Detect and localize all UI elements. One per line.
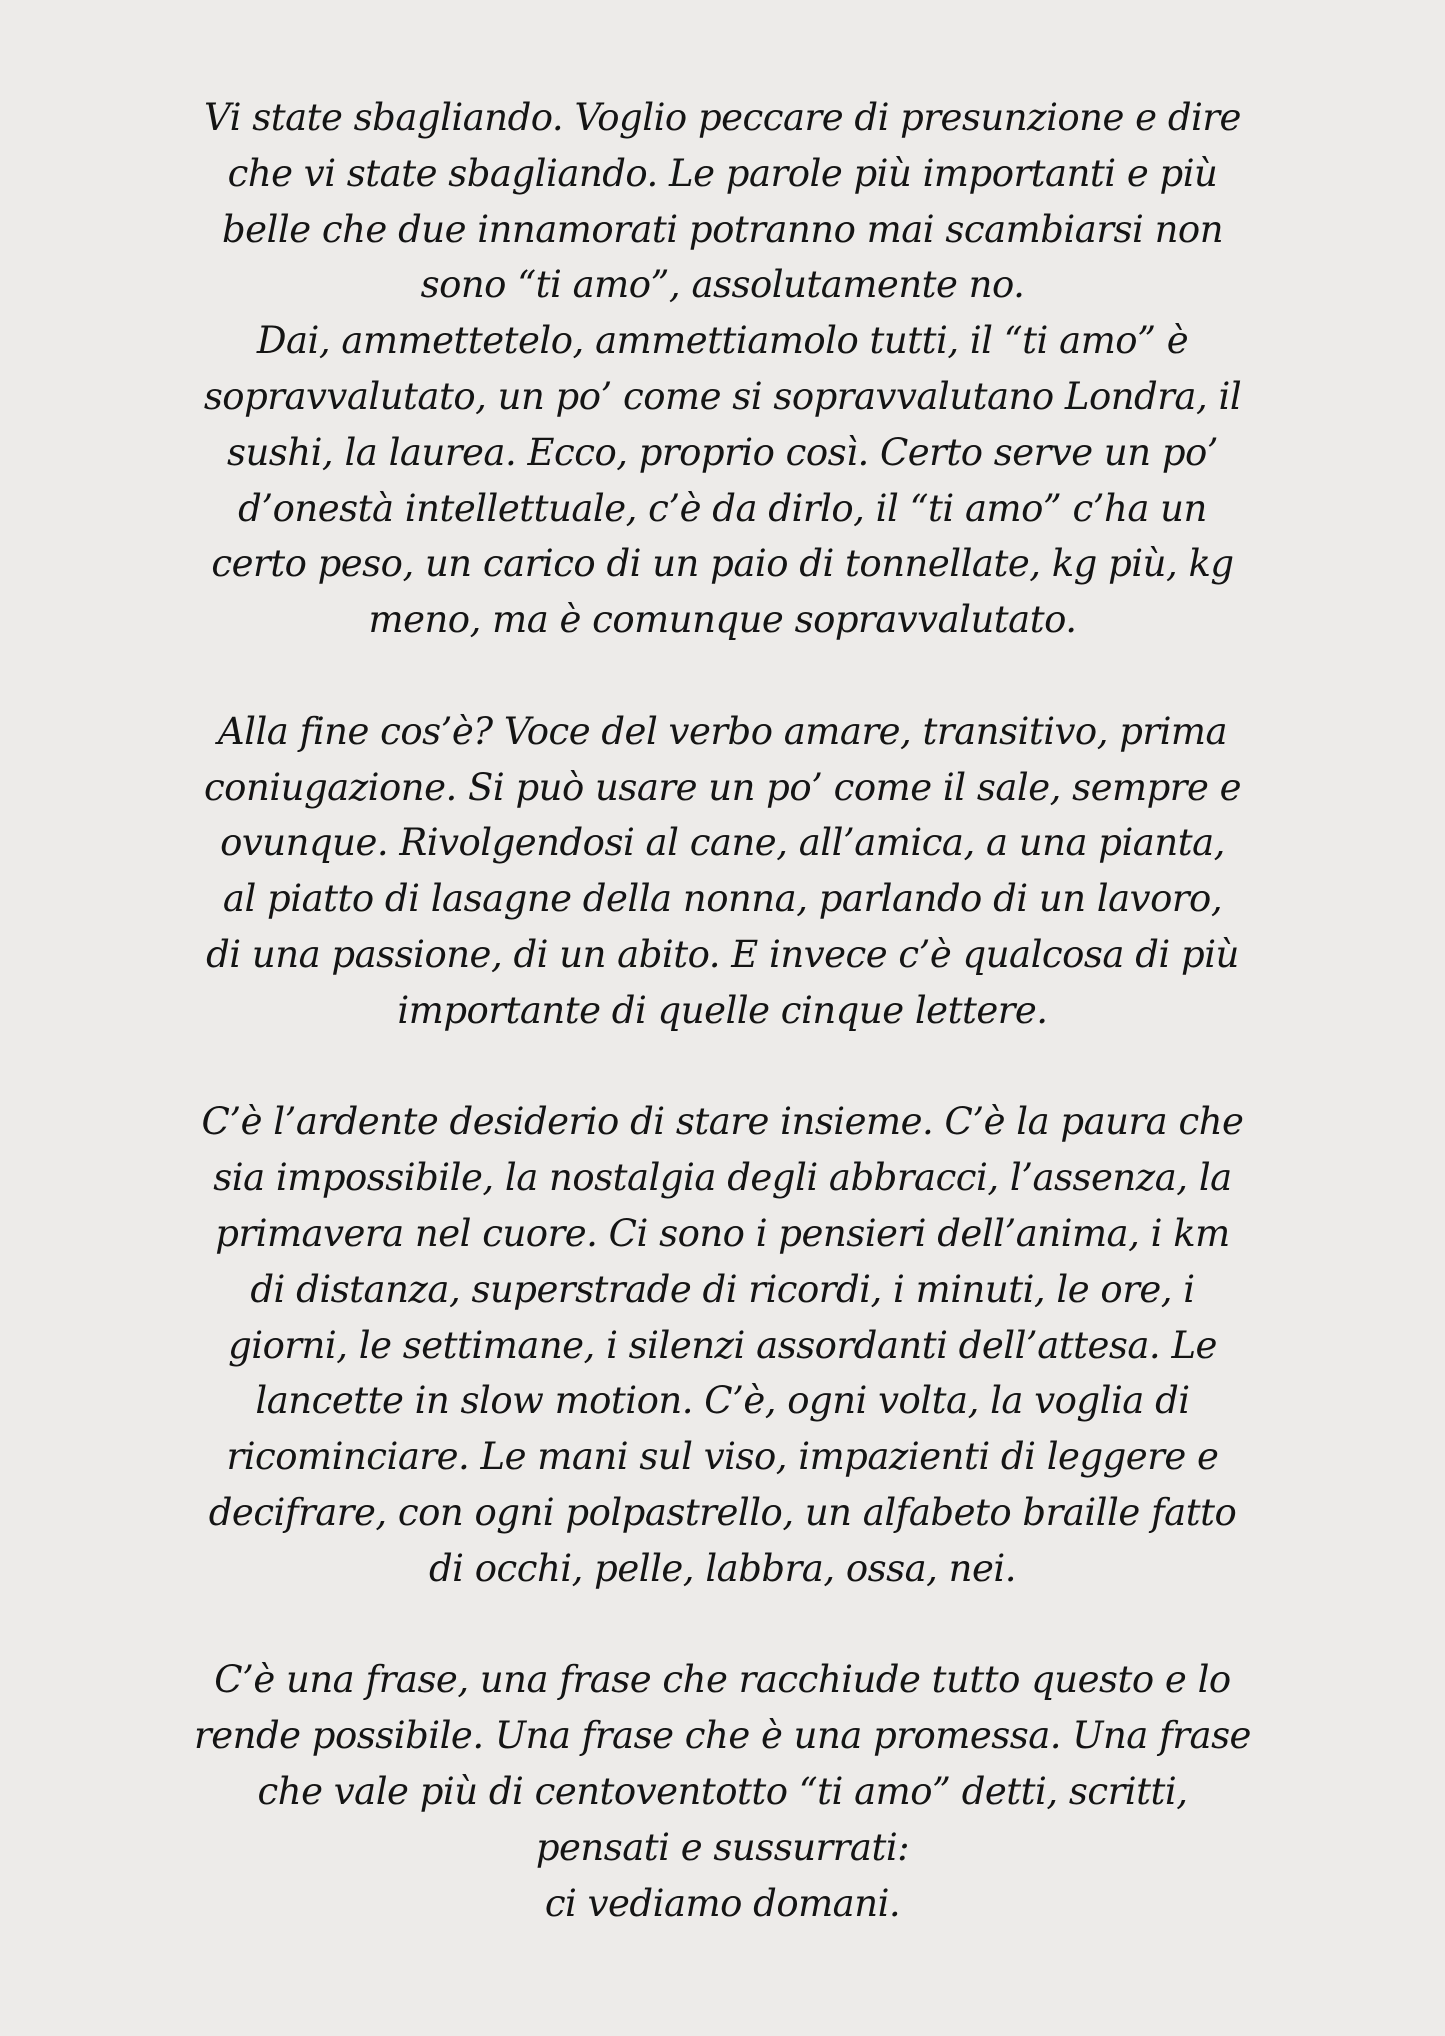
text-line: rende possibile. Una frase che è una promessa. Una frase xyxy=(194,1714,1251,1758)
paragraph-3 xyxy=(0,1094,1445,1596)
text-line: Dai, ammettetelo, ammettiamolo tutti, il “ti amo” è xyxy=(256,319,1189,363)
text-line: sia impossibile, la nostalgia degli abbracci, l’assenza, la xyxy=(213,1156,1232,1200)
text-line: di occhi, pelle, labbra, ossa, nei. xyxy=(428,1546,1017,1590)
text-line: Alla fine cos’è? Voce del verbo amare, transitivo, prima xyxy=(217,709,1228,753)
text-line: ovunque. Rivolgendosi al cane, all’amica, a una pianta, xyxy=(220,821,1225,865)
text-line: coniugazione. Si può usare un po’ come il sale, sempre e xyxy=(203,765,1242,809)
text-line: che vi state sbagliando. Le parole più importanti e più xyxy=(227,151,1218,195)
text-line: importante di quelle cinque lettere. xyxy=(397,988,1048,1032)
text-line: sopravvalutato, un po’ come si sopravvalutano Londra, il xyxy=(203,374,1242,418)
text-line: belle che due innamorati potranno mai scambiarsi non xyxy=(221,207,1224,251)
text-line: primavera nel cuore. Ci sono i pensieri dell’anima, i km xyxy=(215,1211,1230,1255)
text-line: Vi state sbagliando. Voglio peccare di presunzione e dire xyxy=(204,96,1241,139)
paragraph-spacer xyxy=(0,1597,1445,1653)
paragraph-spacer xyxy=(0,648,1445,704)
text-line: d’onestà intellettuale, c’è da dirlo, il “ti amo” c’ha un xyxy=(238,486,1207,530)
text-line: pensati e sussurrati: xyxy=(535,1825,910,1869)
text-line: giorni, le settimane, i silenzi assordanti dell’attesa. Le xyxy=(228,1323,1217,1367)
paragraph-1 xyxy=(0,90,1445,648)
document-page xyxy=(0,90,1445,1931)
text-line: C’è una frase, una frase che racchiude tutto questo e lo xyxy=(214,1658,1231,1702)
text-line: decifrare, con ogni polpastrello, un alfabeto braille fatto xyxy=(208,1490,1237,1534)
text-line: lancette in slow motion. C’è, ogni volta, la voglia di xyxy=(255,1379,1190,1423)
text-line: che vale più di centoventotto “ti amo” detti, scritti, xyxy=(257,1769,1188,1813)
text-line: ricominciare. Le mani sul viso, impazienti di leggere e xyxy=(226,1435,1219,1479)
text-line: sushi, la laurea. Ecco, proprio così. Certo serve un po’ xyxy=(226,430,1219,474)
paragraph-2 xyxy=(0,704,1445,1039)
text-line: di distanza, superstrade di ricordi, i minuti, le ore, i xyxy=(250,1267,1195,1311)
text-line: di una passione, di un abito. E invece c’è qualcosa di più xyxy=(206,932,1239,976)
paragraph-4 xyxy=(0,1652,1445,1931)
paragraph-spacer xyxy=(0,1039,1445,1095)
text-line: sono “ti amo”, assolutamente no. xyxy=(420,263,1025,307)
text-line: certo peso, un carico di un paio di tonnellate, kg più, kg xyxy=(211,542,1234,586)
text-line: C’è l’ardente desiderio di stare insieme. C’è la paura che xyxy=(201,1100,1244,1144)
closing-line: ci vediamo domani. xyxy=(544,1881,901,1925)
text-line: al piatto di lasagne della nonna, parlando di un lavoro, xyxy=(222,877,1223,921)
text-line: meno, ma è comunque sopravvalutato. xyxy=(368,598,1077,642)
